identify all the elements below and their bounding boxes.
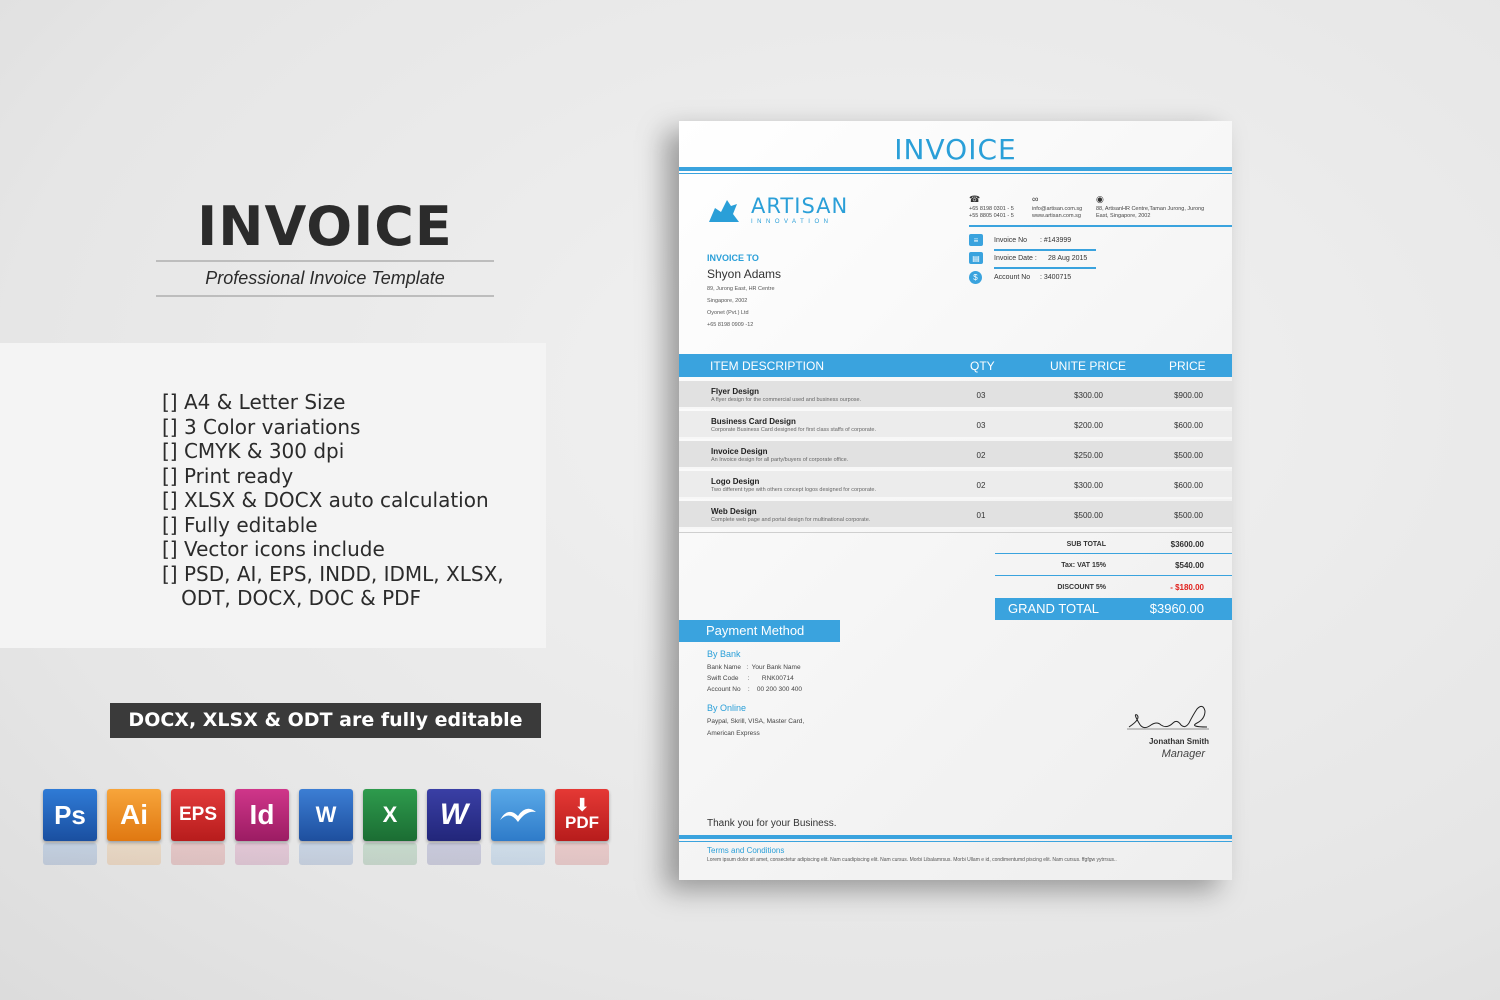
item-unit-price: $300.00: [1074, 391, 1103, 400]
table-row: [679, 501, 1232, 529]
contact-web: [1032, 196, 1082, 220]
top-divider-thin: [679, 173, 1232, 174]
item-desc: Corporate Business Card designed for first class staffs of corporate.: [711, 427, 876, 433]
item-name: Web Design: [711, 507, 757, 516]
calendar-icon: ▤: [969, 252, 983, 264]
feature-item: [] 3 Color variations: [162, 414, 361, 439]
subtotal-row: [995, 534, 1232, 555]
feature-item: [] A4 & Letter Size: [162, 390, 346, 414]
invoice-title: INVOICE: [894, 133, 1017, 166]
discount-label: DISCOUNT 5%: [1057, 584, 1106, 591]
online-detail-line: Paypal, Skrill, VISA, Master Card,: [707, 718, 805, 725]
client-company-line: Oyonet (Pvt.) Ltd: [707, 310, 749, 316]
by-online-label: By Online: [707, 703, 747, 713]
item-name: Invoice Design: [711, 447, 768, 456]
invoice-sheet: [679, 121, 1232, 880]
artisan-logo-icon: [707, 198, 741, 224]
company-tagline: INNOVATION: [751, 219, 833, 225]
by-bank-label: By Bank: [707, 649, 741, 659]
account-no-row: [969, 271, 1071, 284]
tax-label: Tax: VAT 15%: [1061, 562, 1106, 569]
web-line: info@artisan.com.sg: [1032, 206, 1083, 212]
col-price: PRICE: [1169, 359, 1206, 373]
terms-text: Lorem ipsum dolor sit amet, consectetur adipiscing elit. Nam cuadipiscing elit. Nam cursus. Morbi Libalamrsus. Morbi Ullam e id, condimentumd piscing elit. Nam cursus. ffgfgw yytrrsus..: [707, 857, 1117, 863]
item-name: Flyer Design: [711, 387, 760, 396]
invoice-date-row: [969, 252, 1087, 264]
location-pin-icon: ◉: [1096, 194, 1104, 204]
payment-method-header: Payment Method: [679, 620, 840, 642]
feature-item: [] PSD, AI, EPS, INDD, IDML, XLSX,: [162, 561, 504, 586]
invoice-to-label: INVOICE TO: [707, 253, 759, 263]
item-desc: An Invoice design for all party/buyers of corporate office.: [711, 457, 849, 463]
signer-name: Jonathan Smith: [1148, 737, 1209, 746]
grand-total-value: $3960.00: [1149, 601, 1204, 616]
item-unit-price: $300.00: [1074, 481, 1103, 490]
editable-banner: DOCX, XLSX & ODT are fully editable: [110, 703, 541, 738]
feature-item: [] Print ready: [162, 463, 294, 488]
table-row: [679, 381, 1232, 409]
feature-list: [162, 390, 504, 611]
client-phone-line: +65 8198 0909 -12: [707, 322, 754, 328]
col-qty: QTY: [970, 359, 995, 373]
link-icon: ∞: [1032, 194, 1039, 204]
indesign-icon: Id: [235, 789, 289, 841]
discount-row: [995, 577, 1232, 598]
invoice-date-label: Invoice Date :: [994, 254, 1037, 262]
item-price: $900.00: [1174, 391, 1203, 400]
address-line: 88, ArtisanHR Centre,Taman Jurong, Jurong: [1096, 206, 1205, 212]
items-table-header: [679, 354, 1232, 377]
excel-icon: X: [363, 789, 417, 841]
feature-item: [] CMYK & 300 dpi: [162, 439, 345, 463]
online-detail-line: American Express: [707, 730, 760, 737]
table-row: [679, 411, 1232, 439]
table-row: [679, 441, 1232, 469]
pdf-label: PDF: [565, 813, 599, 832]
account-no-label: Account No: [994, 274, 1031, 281]
feature-item: [] XLSX & DOCX auto calculation: [162, 488, 489, 512]
feature-item: [] Fully editable: [162, 512, 318, 537]
contact-address: [1096, 196, 1204, 220]
format-icons-row: [43, 789, 609, 841]
grand-total-bar: [995, 598, 1232, 620]
item-unit-price: $500.00: [1074, 511, 1103, 520]
subtotal-label: SUB TOTAL: [1066, 541, 1106, 548]
item-qty: 01: [976, 511, 986, 520]
bottom-divider-thin: [679, 841, 1232, 842]
item-qty: 02: [976, 451, 986, 460]
item-qty: 03: [976, 421, 986, 430]
invoice-date-value: 28 Aug 2015: [1048, 254, 1088, 262]
account-no-value: : 3400715: [1040, 274, 1072, 281]
invoice-no-value: : #143999: [1040, 236, 1072, 244]
col-item-description: ITEM DESCRIPTION: [710, 359, 825, 373]
signer-role: Manager: [1161, 748, 1205, 760]
table-row: [679, 471, 1232, 499]
client-address-line: Singapore, 2002: [707, 298, 748, 304]
bank-detail-line: Account No : 00 200 300 400: [707, 686, 803, 693]
item-price: $600.00: [1174, 421, 1203, 430]
item-qty: 03: [976, 391, 986, 400]
promo-subtitle: Professional Invoice Template: [156, 260, 494, 297]
contact-phone: [969, 196, 1014, 220]
top-divider: [679, 167, 1232, 171]
thank-you-note: Thank you for your Business.: [707, 818, 837, 829]
item-name: Business Card Design: [711, 417, 796, 426]
item-desc: Two different type with others concept logos designed for corporate.: [711, 487, 876, 493]
subtotal-value: $3600.00: [1170, 540, 1204, 549]
item-price: $600.00: [1174, 481, 1203, 490]
gulls-glyph: [498, 802, 538, 828]
item-unit-price: $250.00: [1074, 451, 1103, 460]
phone-line: +55 8805 0401 - 5: [969, 213, 1014, 219]
photoshop-icon: Ps: [43, 789, 97, 841]
meta-underline: [994, 249, 1096, 251]
col-unit-price: UNITE PRICE: [1050, 359, 1127, 373]
eps-icon: EPS: [171, 789, 225, 841]
dollar-icon: $: [969, 271, 982, 284]
bank-detail-line: Bank Name : Your Bank Name: [707, 664, 801, 671]
item-qty: 02: [976, 481, 986, 490]
terms-title: Terms and Conditions: [707, 846, 785, 855]
client-name: Shyon Adams: [707, 267, 782, 281]
item-desc: Complete web page and portal design for multinational corporate.: [711, 517, 871, 523]
invoice-no-label: Invoice No: [994, 236, 1028, 244]
item-desc: A flyer design for the commercial used and business ourpose.: [711, 397, 862, 403]
word-icon: W: [299, 789, 353, 841]
phone-icon: ☎: [969, 194, 981, 204]
address-line: East, Singapore, 2002: [1096, 213, 1151, 219]
company-name: ARTISAN: [751, 194, 849, 218]
wordperfect-icon: W: [427, 789, 481, 841]
client-address-line: 89, Jurong East, HR Centre: [707, 286, 775, 292]
item-unit-price: $200.00: [1074, 421, 1103, 430]
discount-value: - $180.00: [1170, 583, 1204, 592]
illustrator-icon: Ai: [107, 789, 161, 841]
barcode-icon: ≡: [969, 234, 983, 246]
grand-total-label: GRAND TOTAL: [1008, 601, 1100, 616]
openoffice-icon: [491, 789, 545, 841]
pdf-icon: [555, 789, 609, 841]
phone-line: +65 8198 0301 - 5: [969, 206, 1014, 212]
tax-value: $540.00: [1175, 561, 1204, 570]
bank-detail-line: Swift Code : RNK00714: [707, 675, 794, 682]
item-name: Logo Design: [711, 477, 760, 486]
meta-underline: [994, 267, 1096, 269]
company-logo: [707, 194, 848, 225]
promo-title: INVOICE: [197, 195, 453, 258]
feature-item: [] Vector icons include: [162, 537, 385, 561]
download-arrow-icon: ⬇: [574, 795, 590, 815]
handwritten-signature: [1127, 701, 1209, 735]
bottom-divider: [679, 835, 1232, 839]
web-line: www.artisan.com.sg: [1032, 213, 1081, 219]
feature-item: ODT, DOCX, DOC & PDF: [162, 586, 422, 610]
totals-divider: [995, 575, 1232, 576]
item-price: $500.00: [1174, 511, 1203, 520]
invoice-no-row: [969, 234, 1071, 246]
table-end-divider: [679, 532, 1232, 533]
tax-row: [995, 555, 1232, 576]
contact-divider: [969, 225, 1232, 227]
item-price: $500.00: [1174, 451, 1203, 460]
